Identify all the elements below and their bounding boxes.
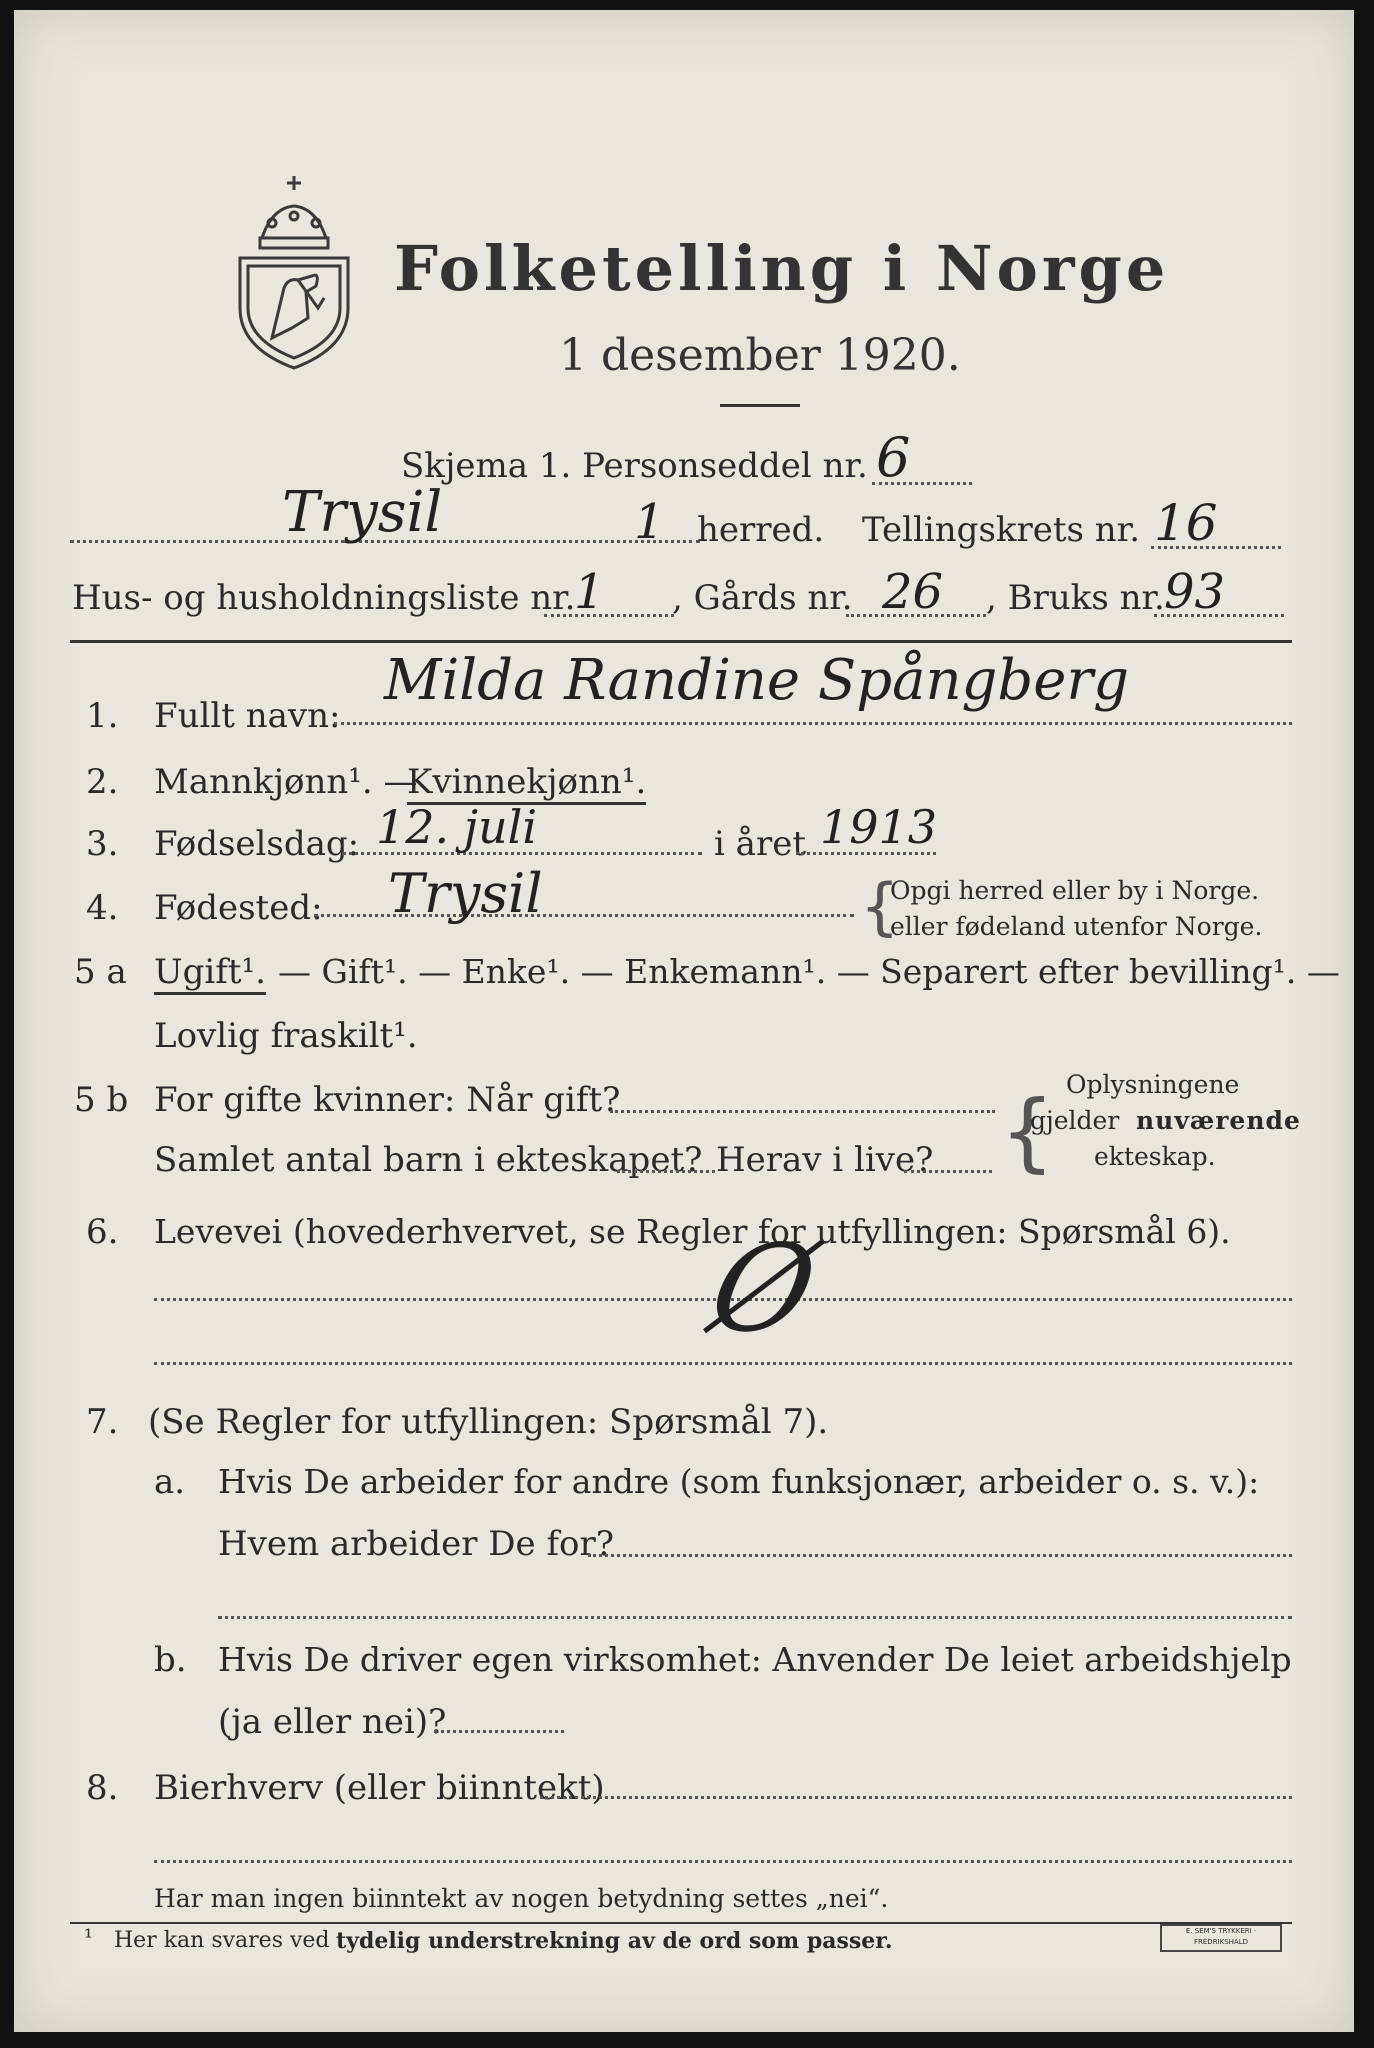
q5b-note-line2a: gjelder (1030, 1106, 1120, 1135)
q7-label: (Se Regler for utfyllingen: Spørsmål 7). (148, 1402, 829, 1442)
title-divider (720, 404, 800, 407)
q3-birthday-value: 12. juli (376, 800, 538, 854)
norwegian-coat-of-arms-icon (232, 168, 356, 374)
q7b-answer-line (434, 1730, 564, 1733)
q5a-other-options: — Gift¹. — Enke¹. — Enkemann¹. — Separert efter bevilling¹. — (278, 952, 1340, 991)
q3-year-value: 1913 (820, 800, 938, 854)
gards-label: , Gårds nr. (672, 578, 853, 618)
q5b-married-line (610, 1110, 995, 1113)
header-separator (70, 640, 1292, 643)
q8-line1 (540, 1796, 1292, 1799)
q7-number: 7. (86, 1402, 119, 1442)
hus-line (544, 614, 674, 617)
q7b-number: b. (154, 1640, 187, 1680)
q2-female-option-underlined: Kvinnekjønn¹. (407, 762, 646, 805)
printer-stamp: E. SEM'S TRYKKERI · FREDRIKSHALD (1160, 1924, 1282, 1952)
footnote-marker: ¹ (84, 1926, 93, 1951)
q1-full-name-value: Milda Randine Spångberg (384, 648, 1129, 713)
hus-value: 1 (574, 564, 605, 620)
q5b-number: 5 b (74, 1080, 129, 1120)
q4-note-line1: Opgi herred eller by i Norge. (890, 876, 1260, 905)
q8-line2 (154, 1860, 1292, 1863)
q5b-alive-line (904, 1170, 992, 1173)
herred-suffix-value: 1 (634, 494, 665, 550)
q4-note-brace: { (860, 870, 900, 943)
schema-label: Skjema 1. Personseddel nr. (401, 446, 868, 486)
q7a-extra-line (218, 1616, 1292, 1619)
q6-line2 (154, 1362, 1292, 1365)
q3-label: Fødselsdag: (154, 824, 360, 864)
q4-label: Fødested: (154, 888, 323, 928)
q7a-line1: Hvis De arbeider for andre (som funksjonær, arbeider o. s. v.): (218, 1462, 1260, 1501)
q5b-note-brace: { (1000, 1082, 1055, 1182)
q7a-number: a. (154, 1462, 186, 1502)
q7b-line2: (ja eller nei)? (218, 1702, 447, 1742)
tellingskrets-label: Tellingskrets nr. (862, 510, 1141, 550)
footer-separator (70, 1922, 1292, 1924)
census-date: 1 desember 1920. (559, 330, 961, 381)
q5b-line1: For gifte kvinner: Når gift? (154, 1080, 621, 1120)
q1-number: 1. (86, 696, 119, 736)
q5b-note-line2b: nuværende (1136, 1106, 1301, 1135)
q5b-note-line1: Oplysningene (1066, 1070, 1240, 1099)
q5a-line2: Lovlig fraskilt¹. (154, 1016, 418, 1056)
schema-number-value: 6 (876, 426, 911, 489)
q5b-children-line (617, 1170, 715, 1173)
q4-number: 4. (86, 888, 119, 928)
q7a-line2: Hvem arbeider De for? (218, 1524, 614, 1564)
q1-line (334, 722, 1292, 725)
q5a-number: 5 a (74, 952, 127, 992)
footnote-text-b: tydelig understrekning av de ord som passer. (336, 1928, 893, 1954)
q8-number: 8. (86, 1768, 119, 1808)
q2-male-option: Mannkjønn¹. — (154, 762, 418, 802)
hus-label: Hus- og husholdningsliste nr. (72, 578, 576, 618)
q6-handwritten-mark: Ø (699, 1220, 828, 1359)
bruks-value: 93 (1164, 564, 1226, 620)
q7a-employer-line (588, 1554, 1292, 1557)
q8-label: Bierhverv (eller biinntekt) (154, 1768, 605, 1808)
bruks-label: , Bruks nr. (986, 578, 1165, 618)
herred-label: herred. (697, 510, 825, 550)
herred-value: Trysil (282, 480, 443, 545)
tellingskrets-value: 16 (1154, 494, 1218, 552)
gards-value: 26 (882, 564, 944, 620)
q2-number: 2. (86, 762, 119, 802)
census-form-page (14, 10, 1354, 2032)
footnote-text-a: Her kan svares ved (114, 1928, 330, 1953)
q5b-children-label: Samlet antal barn i ekteskapet? (154, 1140, 703, 1180)
q5b-alive-label: Herav i live? (716, 1140, 934, 1180)
q3-number: 3. (86, 824, 119, 864)
q7b-line1: Hvis De driver egen virksomhet: Anvender De leiet arbeidshjelp (218, 1640, 1292, 1679)
q4-birthplace-value: Trysil (388, 862, 543, 925)
q6-number: 6. (86, 1212, 119, 1252)
q5b-note-line3: ekteskap. (1094, 1142, 1216, 1171)
q6-label: Levevei (hovederhvervet, se Regler for utfyllingen: Spørsmål 6). (154, 1212, 1231, 1251)
q5a-ugift-underlined: Ugift¹. (154, 952, 266, 995)
q4-note-line2: eller fødeland utenfor Norge. (890, 912, 1263, 941)
form-title: Folketelling i Norge (394, 232, 1170, 305)
q1-label: Fullt navn: (154, 696, 341, 736)
q3-year-label: i året (714, 824, 806, 864)
biinntekt-note: Har man ingen biinntekt av nogen betydning settes „nei“. (154, 1884, 889, 1913)
